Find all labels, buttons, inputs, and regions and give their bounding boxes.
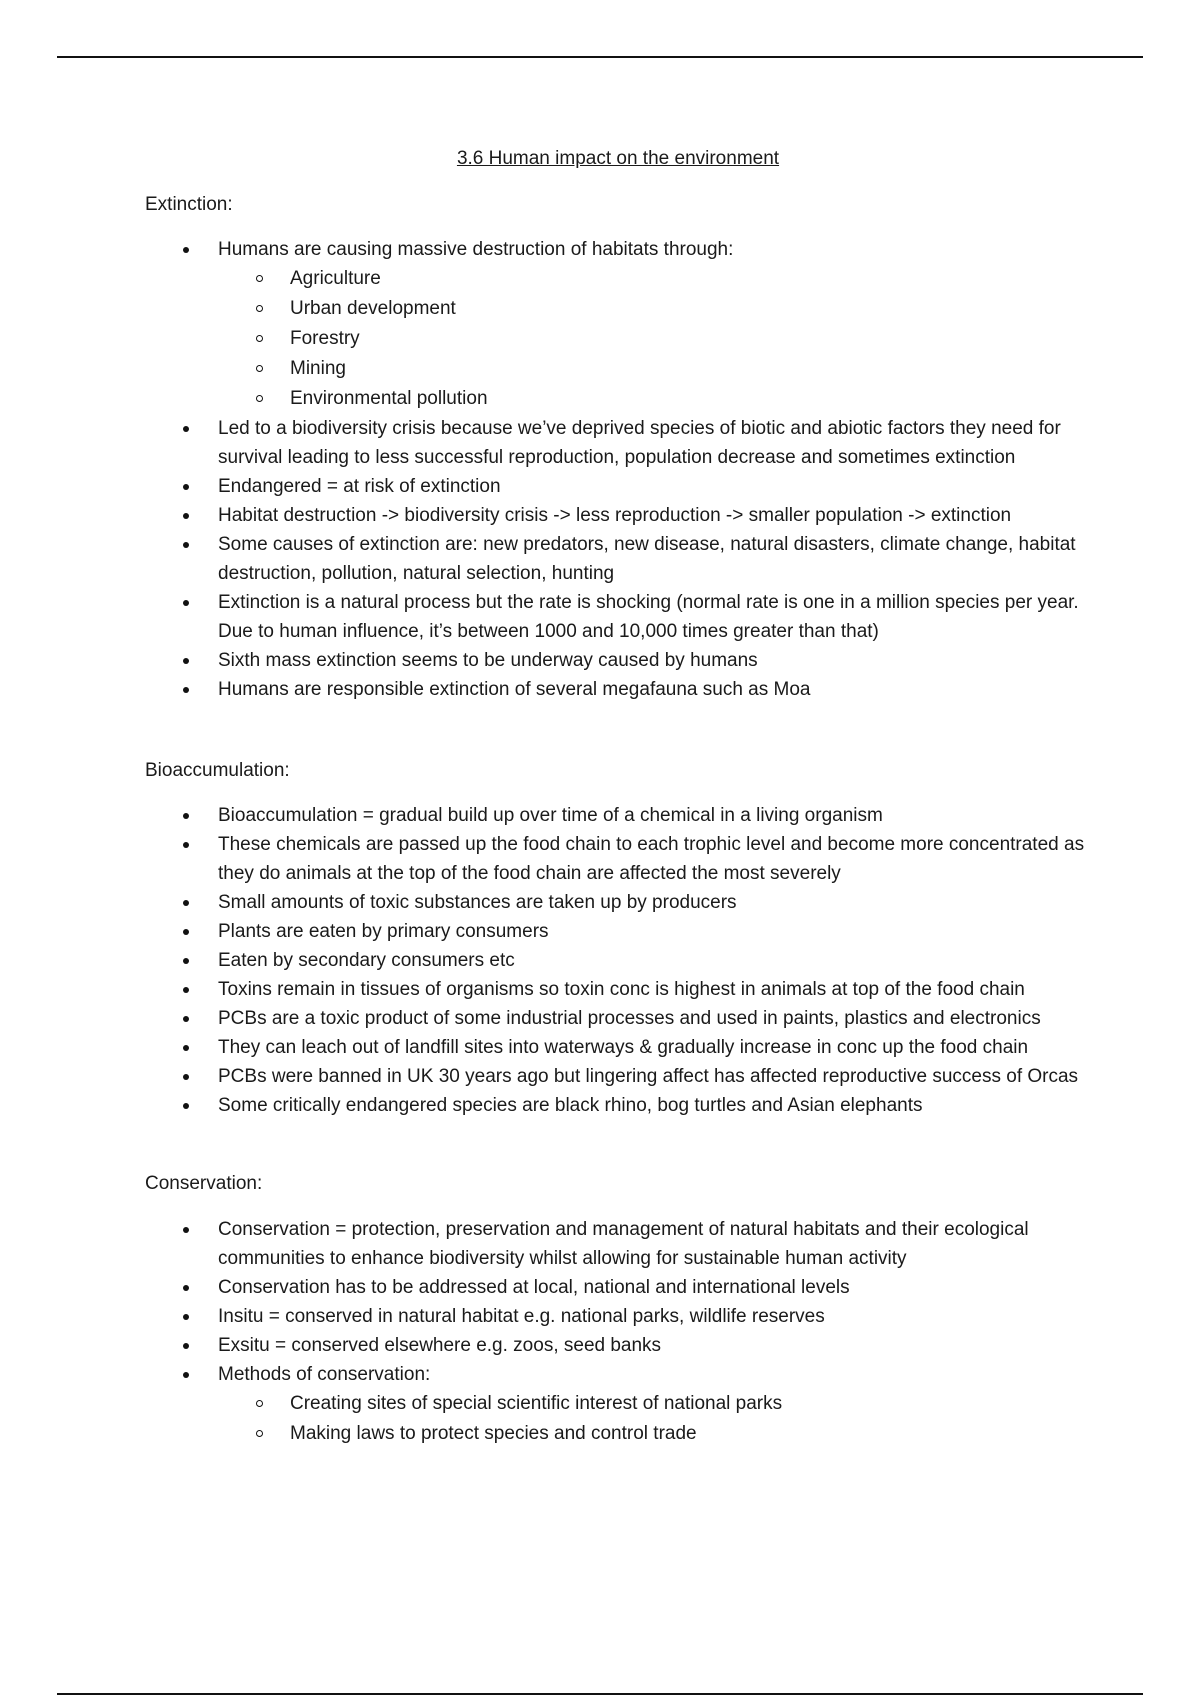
list-item <box>0 1062 1200 1091</box>
document-title: 3.6 Human impact on the environment <box>456 148 780 169</box>
list-item <box>0 646 1200 675</box>
list-item-text: Endangered = at risk of extinction <box>218 476 501 497</box>
list-item <box>0 801 1200 830</box>
list-item <box>0 588 1200 646</box>
list-item <box>0 975 1200 1004</box>
bullet-icon <box>183 658 189 664</box>
list-item-text: Exsitu = conserved elsewhere e.g. zoos, seed banks <box>218 1335 662 1356</box>
list-item <box>0 917 1200 946</box>
circle-bullet-icon <box>256 365 263 372</box>
list-item-text: Conservation has to be addressed at local, national and international levels <box>218 1277 850 1298</box>
circle-bullet-icon <box>256 305 263 312</box>
circle-bullet-icon <box>256 1430 263 1437</box>
list-item <box>0 1004 1200 1033</box>
bullet-icon <box>183 1372 189 1378</box>
conservation-methods-sublist <box>218 1389 1110 1449</box>
bullet-icon <box>183 247 189 253</box>
section-heading-conservation: Conservation: <box>145 1173 263 1194</box>
list-item-text: Sixth mass extinction seems to be underway caused by humans <box>218 650 758 671</box>
sub-list-item <box>218 294 1110 324</box>
list-item-text: Conservation = protection, preservation and management of natural habitats and their ecological communities to enhance biodiversity whilst allowing for sustainable human activity <box>218 1219 1029 1269</box>
bullet-icon <box>183 1343 189 1349</box>
list-item <box>0 1215 1200 1273</box>
bioaccumulation-list <box>0 801 1200 1120</box>
sub-list-item <box>218 1389 1110 1419</box>
bullet-icon <box>183 842 189 848</box>
bullet-icon <box>183 1227 189 1233</box>
sub-list-item <box>218 354 1110 384</box>
bullet-icon <box>183 929 189 935</box>
bullet-icon <box>183 900 189 906</box>
list-item <box>0 946 1200 975</box>
list-item <box>0 472 1200 501</box>
sub-list-item-text: Mining <box>290 358 346 379</box>
sub-list-item-text: Agriculture <box>290 268 381 289</box>
bullet-icon <box>183 542 189 548</box>
sub-list-item-text: Making laws to protect species and control trade <box>290 1423 697 1444</box>
habitat-causes-sublist <box>218 264 1110 414</box>
list-item <box>0 530 1200 588</box>
list-item-text: Led to a biodiversity crisis because we’ve deprived species of biotic and abiotic factors they need for survival leading to less successful reproduction, population decrease and sometimes extinction <box>218 418 1061 468</box>
sub-list-item-text: Creating sites of special scientific interest of national parks <box>290 1393 783 1414</box>
bullet-icon <box>183 1314 189 1320</box>
conservation-list <box>0 1215 1200 1449</box>
list-item-text: Eaten by secondary consumers etc <box>218 950 515 971</box>
bullet-icon <box>183 1045 189 1051</box>
circle-bullet-icon <box>256 395 263 402</box>
bullet-icon <box>183 426 189 432</box>
list-item <box>0 1360 1200 1449</box>
list-item-text: PCBs were banned in UK 30 years ago but lingering affect has affected reproductive success of Orcas <box>218 1066 1079 1087</box>
list-item <box>0 888 1200 917</box>
list-item <box>0 830 1200 888</box>
extinction-list <box>0 235 1200 704</box>
sub-list-item <box>218 1419 1110 1449</box>
list-item-text: PCBs are a toxic product of some industrial processes and used in paints, plastics and electronics <box>218 1008 1041 1029</box>
bullet-icon <box>183 600 189 606</box>
circle-bullet-icon <box>256 275 263 282</box>
sub-list-item-text: Environmental pollution <box>290 388 488 409</box>
bullet-icon <box>183 1285 189 1291</box>
bullet-icon <box>183 687 189 693</box>
bullet-icon <box>183 958 189 964</box>
list-item <box>0 501 1200 530</box>
bullet-icon <box>183 1074 189 1080</box>
list-item-text: They can leach out of landfill sites into waterways & gradually increase in conc up the food chain <box>218 1037 1029 1058</box>
circle-bullet-icon <box>256 335 263 342</box>
list-item-text: Humans are causing massive destruction of habitats through: <box>218 239 734 260</box>
footer-rule <box>57 1693 1143 1695</box>
section-heading-extinction: Extinction: <box>145 194 233 215</box>
list-item-text: These chemicals are passed up the food chain to each trophic level and become more concentrated as they do animals at the top of the food chain are affected the most severely <box>218 834 1085 884</box>
list-item-text: Habitat destruction -> biodiversity crisis -> less reproduction -> smaller population -> extinction <box>218 505 1012 526</box>
list-item-text: Some critically endangered species are black rhino, bog turtles and Asian elephants <box>218 1095 923 1116</box>
section-heading-bioaccumulation: Bioaccumulation: <box>145 760 290 781</box>
circle-bullet-icon <box>256 1400 263 1407</box>
sub-list-item-text: Forestry <box>290 328 360 349</box>
bullet-icon <box>183 1016 189 1022</box>
list-item <box>0 675 1200 704</box>
bullet-icon <box>183 484 189 490</box>
bullet-icon <box>183 513 189 519</box>
list-item-text: Humans are responsible extinction of several megafauna such as Moa <box>218 679 811 700</box>
sub-list-item <box>218 324 1110 354</box>
list-item-text: Extinction is a natural process but the rate is shocking (normal rate is one in a million species per year. Due to human influence, it’s between 1000 and 10,000 times greater than that) <box>218 592 1079 642</box>
list-item-text: Bioaccumulation = gradual build up over time of a chemical in a living organism <box>218 805 883 826</box>
header-rule <box>57 56 1143 58</box>
list-item-text: Insitu = conserved in natural habitat e.g. national parks, wildlife reserves <box>218 1306 825 1327</box>
list-item-text: Methods of conservation: <box>218 1364 431 1385</box>
list-item <box>0 1273 1200 1302</box>
sub-list-item <box>218 384 1110 414</box>
list-item-text: Small amounts of toxic substances are taken up by producers <box>218 892 737 913</box>
list-item <box>0 1302 1200 1331</box>
list-item <box>0 1091 1200 1120</box>
sub-list-item <box>218 264 1110 294</box>
bullet-icon <box>183 1103 189 1109</box>
bullet-icon <box>183 813 189 819</box>
list-item <box>0 235 1200 414</box>
bullet-icon <box>183 987 189 993</box>
sub-list-item-text: Urban development <box>290 298 456 319</box>
list-item <box>0 414 1200 472</box>
list-item-text: Some causes of extinction are: new predators, new disease, natural disasters, climate change, habitat destruction, pollution, natural selection, hunting <box>218 534 1076 584</box>
list-item <box>0 1331 1200 1360</box>
list-item <box>0 1033 1200 1062</box>
list-item-text: Toxins remain in tissues of organisms so toxin conc is highest in animals at top of the food chain <box>218 979 1025 1000</box>
list-item-text: Plants are eaten by primary consumers <box>218 921 549 942</box>
